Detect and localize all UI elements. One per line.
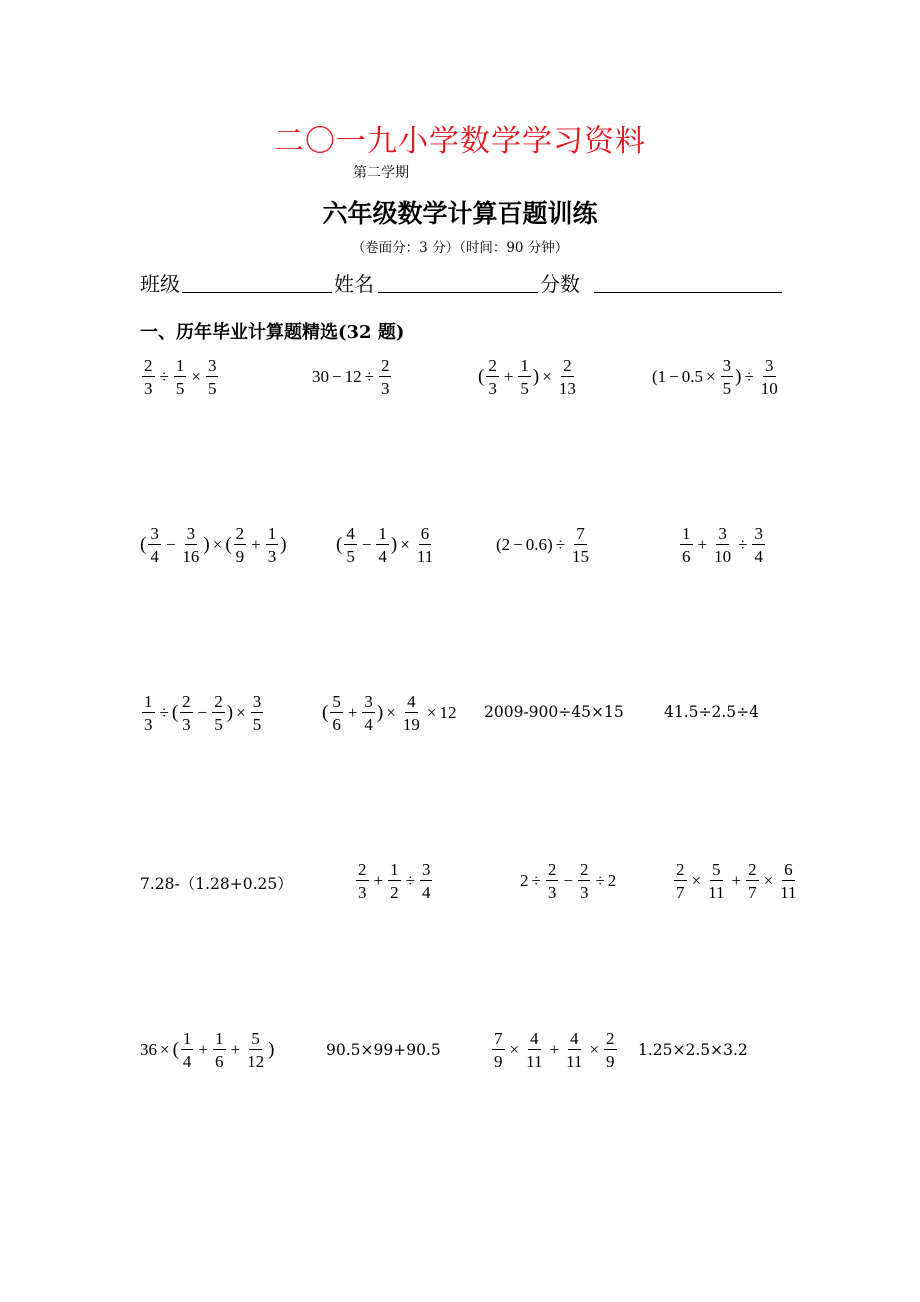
problem-7 (496, 525, 593, 565)
operator: − (332, 367, 342, 386)
denominator: 5 (175, 379, 185, 398)
operator: − (197, 703, 208, 722)
denominator: 11 (780, 883, 797, 902)
operator: + (697, 535, 708, 554)
numerator: 2 (235, 524, 245, 543)
paren: ( (172, 1039, 179, 1060)
denominator: 10 (714, 547, 732, 566)
operator: + (731, 871, 742, 890)
denominator: 6 (332, 715, 341, 734)
denominator: 11 (526, 1052, 543, 1071)
class-label: 班级 (140, 272, 180, 296)
denominator: 7 (748, 883, 757, 902)
denominator: 5 (722, 379, 732, 398)
denominator: 3 (488, 379, 497, 398)
denominator: 5 (520, 379, 529, 398)
name-label: 姓名 (334, 272, 374, 296)
problem-14 (354, 861, 434, 901)
problem-13: 7.28-（1.28+0.25） (140, 875, 293, 893)
numerator: 1 (378, 524, 387, 543)
number: 12 (344, 367, 362, 386)
denominator: 11 (708, 883, 725, 902)
numerator: 4 (570, 1029, 579, 1048)
operator: ÷ (738, 535, 748, 554)
operator: + (230, 1040, 241, 1059)
denominator: 3 (144, 715, 153, 734)
operator: ÷ (159, 703, 169, 722)
denominator: 9 (235, 547, 245, 566)
problem-16 (672, 861, 801, 901)
problem-10 (322, 693, 456, 733)
numerator: 7 (494, 1029, 503, 1048)
numerator: 3 (252, 692, 262, 711)
denominator: 3 (358, 883, 367, 902)
numerator: 3 (722, 356, 732, 375)
numerator: 5 (332, 692, 341, 711)
problem-15 (520, 861, 616, 901)
denominator: 5 (252, 715, 262, 734)
problem-18: 90.5×99+90.5 (326, 1041, 441, 1059)
numerator: 2 (358, 860, 367, 879)
numerator: 4 (407, 692, 416, 711)
operator: + (373, 871, 384, 890)
score-label: 分数 (540, 272, 580, 296)
denominator: 4 (421, 883, 431, 902)
paren: ) (390, 534, 398, 555)
class-field[interactable] (182, 292, 332, 293)
denominator: 4 (754, 547, 763, 566)
number: 0.6) (525, 535, 553, 554)
problem-2 (312, 357, 393, 397)
paren: ( (171, 702, 179, 723)
numerator: 1 (182, 1029, 192, 1048)
numerator: 2 (488, 356, 497, 375)
operator: − (361, 535, 372, 554)
paren: ( (336, 534, 343, 555)
denominator: 16 (182, 547, 200, 566)
section-title: 一、历年毕业计算题精选(32 题) (140, 322, 405, 343)
operator: + (503, 367, 514, 386)
operator: × (542, 367, 552, 386)
paren: ( (225, 534, 232, 555)
problem-4 (652, 357, 782, 397)
numerator: 7 (576, 524, 585, 543)
operator: ÷ (595, 871, 605, 890)
problem-5 (140, 525, 287, 565)
number: 30 (312, 367, 329, 386)
operator: × (191, 367, 201, 386)
operator: × (236, 703, 246, 722)
numerator: 2 (380, 356, 390, 375)
paren: ( (478, 366, 485, 387)
paren: ) (735, 366, 742, 387)
numerator: 2 (144, 356, 153, 375)
numerator: 1 (175, 356, 185, 375)
numerator: 3 (186, 524, 196, 543)
denominator: 3 (182, 715, 191, 734)
numerator: 6 (420, 524, 430, 543)
denominator: 9 (494, 1052, 503, 1071)
problem-1 (140, 357, 220, 397)
denominator: 9 (606, 1052, 615, 1071)
operator: ÷ (405, 871, 415, 890)
numerator: 5 (251, 1029, 260, 1048)
denominator: 19 (402, 715, 420, 734)
number: (2 (496, 535, 511, 554)
operator: ÷ (159, 367, 169, 386)
denominator: 3 (144, 379, 153, 398)
operator: × (706, 367, 716, 386)
number: 36 (140, 1040, 157, 1059)
operator: × (160, 1040, 170, 1059)
denominator: 4 (182, 1052, 192, 1071)
paren: ( (322, 702, 329, 723)
numerator: 6 (784, 860, 793, 879)
denominator: 6 (215, 1052, 224, 1071)
number: 2 (607, 871, 617, 890)
denominator: 13 (558, 379, 576, 398)
operator: × (212, 535, 223, 554)
numerator: 4 (530, 1029, 539, 1048)
numerator: 3 (754, 524, 763, 543)
denominator: 2 (390, 883, 399, 902)
exam-meta: （卷面分：3 分）（时间：90 分钟） (351, 240, 569, 256)
number: 0.5 (681, 367, 704, 386)
numerator: 2 (563, 356, 572, 375)
numerator: 1 (267, 524, 277, 543)
page-title: 六年级数学计算百题训练 (322, 199, 598, 228)
problem-6 (336, 525, 437, 565)
paren: ) (532, 366, 540, 387)
numerator: 3 (421, 860, 431, 879)
numerator: 3 (150, 524, 159, 543)
operator: × (509, 1040, 520, 1059)
operator: × (386, 703, 396, 722)
operator: × (589, 1040, 600, 1059)
denominator: 3 (267, 547, 277, 566)
numerator: 3 (207, 356, 217, 375)
denominator: 5 (207, 379, 217, 398)
paren: ) (280, 534, 287, 555)
operator: + (251, 535, 261, 554)
problem-12: 41.5÷2.5÷4 (664, 703, 759, 721)
problem-9 (140, 693, 265, 733)
semester-label: 第二学期 (353, 165, 409, 181)
denominator: 6 (682, 547, 691, 566)
denominator: 10 (760, 379, 778, 398)
number: 12 (439, 703, 457, 722)
operator: − (165, 535, 176, 554)
numerator: 3 (718, 524, 727, 543)
banner-title: 二〇一九小学数学学习资料 (274, 124, 646, 159)
numerator: 1 (390, 860, 399, 879)
paren: ( (140, 534, 147, 555)
operator: + (347, 703, 358, 722)
numerator: 3 (765, 356, 774, 375)
numerator: 2 (182, 692, 191, 711)
operator: − (563, 871, 573, 890)
paren: ) (268, 1039, 275, 1060)
numerator: 2 (547, 860, 557, 879)
denominator: 4 (364, 715, 373, 734)
denominator: 7 (676, 883, 685, 902)
score-field[interactable] (594, 292, 782, 293)
operator: × (400, 535, 410, 554)
numerator: 2 (676, 860, 685, 879)
numerator: 4 (346, 524, 355, 543)
paren: ) (226, 702, 234, 723)
operator: × (691, 871, 702, 890)
denominator: 4 (378, 547, 387, 566)
paren: ) (376, 702, 384, 723)
numerator: 1 (215, 1029, 224, 1048)
denominator: 15 (572, 547, 590, 566)
operator: ÷ (555, 535, 566, 554)
name-field[interactable] (378, 292, 538, 293)
numerator: 2 (579, 860, 589, 879)
operator: × (763, 871, 774, 890)
numerator: 1 (682, 524, 691, 543)
denominator: 5 (214, 715, 223, 734)
problem-17 (140, 1030, 274, 1070)
problem-11: 2009-900÷45×15 (484, 703, 624, 721)
denominator: 12 (247, 1052, 265, 1071)
problem-3 (478, 357, 580, 397)
operator: ÷ (531, 871, 541, 890)
operator: × (426, 703, 437, 722)
denominator: 11 (416, 547, 434, 566)
denominator: 11 (566, 1052, 583, 1071)
operator: + (198, 1040, 209, 1059)
problem-19 (490, 1030, 619, 1070)
paren: ) (203, 534, 210, 555)
denominator: 3 (547, 883, 557, 902)
numerator: 2 (606, 1029, 615, 1048)
denominator: 4 (150, 547, 159, 566)
number: 2 (520, 871, 529, 890)
numerator: 2 (748, 860, 757, 879)
numerator: 5 (712, 860, 721, 879)
numerator: 2 (214, 692, 223, 711)
operator: + (549, 1040, 560, 1059)
operator: − (669, 367, 679, 386)
problem-20: 1.25×2.5×3.2 (638, 1041, 748, 1059)
operator: ÷ (364, 367, 374, 386)
numerator: 1 (144, 692, 153, 711)
denominator: 3 (579, 883, 589, 902)
operator: ÷ (744, 367, 754, 386)
denominator: 5 (346, 547, 355, 566)
problem-8 (678, 525, 767, 565)
numerator: 1 (520, 356, 529, 375)
numerator: 3 (364, 692, 373, 711)
number: (1 (652, 367, 667, 386)
denominator: 3 (380, 379, 390, 398)
operator: − (513, 535, 523, 554)
